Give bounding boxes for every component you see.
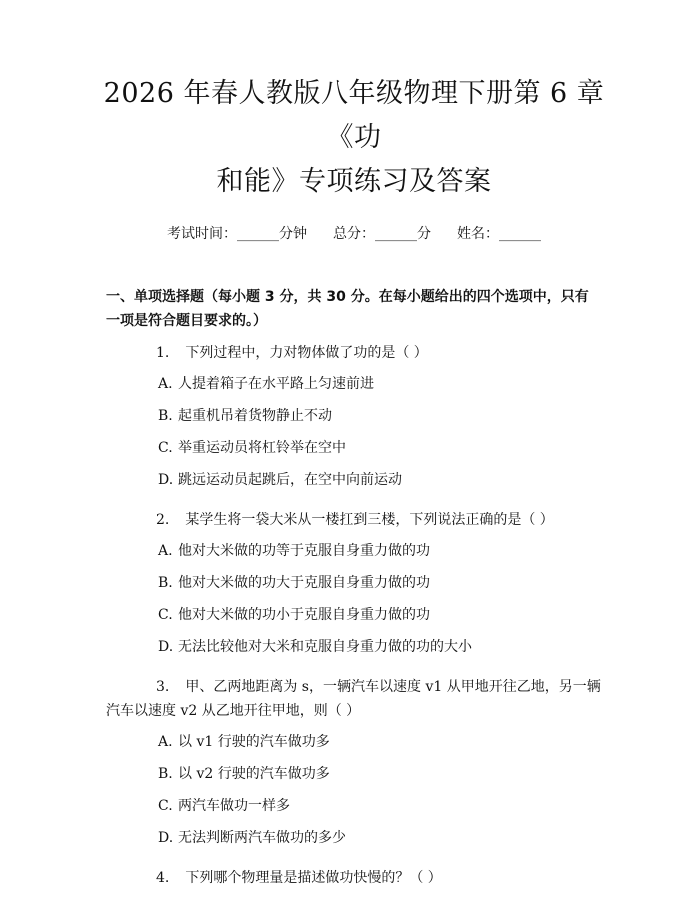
option-text: 以 v2 行驶的汽车做功多: [178, 766, 330, 782]
student-name: 姓名：______: [457, 226, 541, 242]
question-text: 甲、乙两地距离为 s，一辆汽车以速度 v1 从甲地开往乙地，另一辆汽车以速度 v2 从乙地开往甲地，则（ ）: [106, 679, 601, 719]
option-text: 无法比较他对大米和克服自身重力做的功的大小: [178, 639, 472, 655]
option-label: C.: [158, 440, 173, 456]
option-d: [158, 826, 608, 858]
question-text: 下列哪个物理量是描述做功快慢的？（ ）: [185, 870, 442, 886]
option-a: [158, 539, 608, 571]
question-2: [106, 508, 608, 532]
question-4: [106, 866, 608, 890]
question-text: 下列过程中，力对物体做了功的是（ ）: [185, 345, 428, 361]
option-b: [158, 571, 608, 603]
option-d: [158, 468, 608, 500]
option-text: 他对大米做的功大于克服自身重力做的功: [178, 575, 430, 591]
question-number: 2.: [156, 512, 170, 528]
question-3-options: [100, 730, 608, 858]
question-text: 某学生将一袋大米从一楼扛到三楼，下列说法正确的是（ ）: [185, 512, 554, 528]
option-label: C.: [158, 798, 173, 814]
option-label: A.: [158, 376, 173, 392]
option-text: 人提着箱子在水平路上匀速前进: [178, 376, 374, 392]
question-number: 1.: [156, 345, 170, 361]
option-label: D.: [158, 472, 174, 488]
option-a: [158, 372, 608, 404]
option-text: 起重机吊着货物静止不动: [178, 408, 332, 424]
option-text: 举重运动员将杠铃举在空中: [178, 440, 346, 456]
option-d: [158, 635, 608, 667]
exam-score: 总分：______分: [333, 226, 431, 242]
option-label: B.: [158, 575, 173, 591]
question-2-options: [100, 539, 608, 667]
option-b: [158, 762, 608, 794]
option-text: 跳远运动员起跳后，在空中向前运动: [178, 472, 402, 488]
option-label: A.: [158, 543, 173, 559]
option-label: B.: [158, 766, 173, 782]
section-heading: 一、单项选择题（每小题 3 分，共 30 分。在每小题给出的四个选项中，只有一项是符合题目要求的。）: [106, 289, 589, 329]
document-title: [100, 72, 608, 204]
option-text: 两汽车做功一样多: [178, 798, 290, 814]
option-a: [158, 730, 608, 762]
question-3: [106, 675, 608, 723]
question-number: 3.: [156, 679, 170, 695]
option-label: B.: [158, 408, 173, 424]
option-text: 他对大米做的功等于克服自身重力做的功: [178, 543, 430, 559]
title-line-2: 和能》专项练习及答案: [216, 166, 492, 197]
question-1-options: [100, 372, 608, 500]
option-text: 无法判断两汽车做功的多少: [178, 830, 346, 846]
option-c: [158, 603, 608, 635]
option-label: D.: [158, 830, 174, 846]
option-label: A.: [158, 734, 173, 750]
option-label: D.: [158, 639, 174, 655]
option-label: C.: [158, 607, 173, 623]
option-text: 以 v1 行驶的汽车做功多: [178, 734, 330, 750]
option-c: [158, 794, 608, 826]
option-text: 他对大米做的功小于克服自身重力做的功: [178, 607, 430, 623]
exam-time: 考试时间：______分钟: [167, 226, 307, 242]
option-b: [158, 404, 608, 436]
title-line-1: 2026 年春人教版八年级物理下册第 6 章《功: [103, 78, 605, 153]
exam-info: [100, 223, 608, 243]
question-number: 4.: [156, 870, 170, 886]
question-1: [106, 341, 608, 365]
option-c: [158, 436, 608, 468]
